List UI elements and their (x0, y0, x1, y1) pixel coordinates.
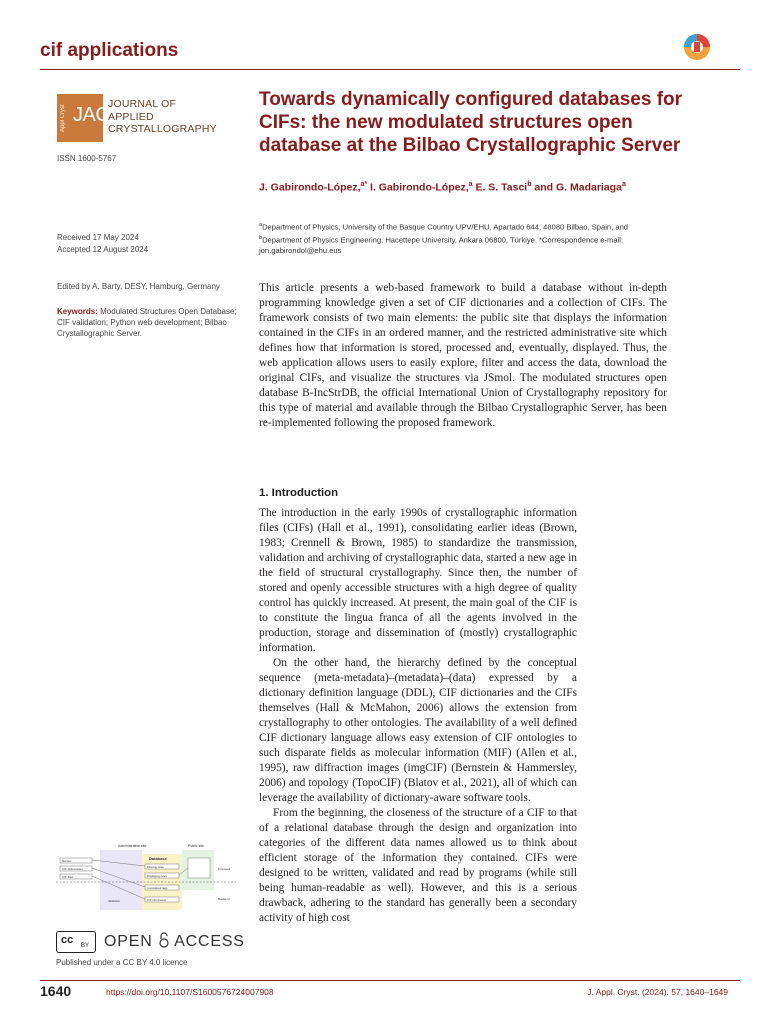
editor-note: Edited by A. Barty, DESY, Hamburg, Germany (57, 282, 220, 291)
fig-left-item: CIF files (62, 875, 74, 879)
author-affil-sup: b (527, 181, 532, 188)
journal-logo-vertical: Appl Cryst (60, 104, 66, 132)
doi-link[interactable]: https://doi.org/10.1107/S1600576724007908 (106, 987, 274, 997)
citation: J. Appl. Cryst. (2024). 57, 1640–1649 (587, 987, 728, 997)
journal-name-line: APPLIED (108, 110, 154, 123)
open-text: OPEN (104, 933, 153, 950)
framework-figure (56, 842, 236, 912)
affil-sup: a (259, 222, 263, 228)
keywords (57, 306, 237, 339)
fig-left-item: Names (62, 859, 72, 863)
open-lock-icon (158, 932, 170, 948)
paragraph: From the beginning, the closeness of the structure of a CIF to that of a relational database through the design and organization into categories of the different data names allowed us to think about efficient storage of the information they contained. CIFs were designed to be written, validated and read by programs (while still being human-readable as well). However, and this is a serious drawback, adhering to the standard has generally been a secondary activity of high cost (259, 807, 577, 924)
paragraph: On the other hand, the hierarchy defined by the conceptual sequence (meta-metadata)–(metadata)–(data) expressed by a dictionary definition language (DDL), CIF dictionaries and the CIFs themselves (Hall & McMahon, 2006) allows the extension from crystallography to other ontologies. The availability of a well defined CIF dictionary language allows easy extension of CIF ontologies to such disparate fields as molecular information (MIF) (Allen et al., 1995), raw diffraction images (imgCIF) (Bernstein & Hammersley, 2006) and topology (TopoCIF) (Blatov et al., 2021), all of which can leverage the availability of dictionary-aware software tools. (259, 657, 577, 804)
fig-db-item: Considered tags (147, 886, 168, 890)
fig-validation: Validation (108, 899, 121, 903)
author-name: J. Gabirondo-López, (259, 181, 361, 194)
header-rule (40, 69, 740, 70)
fig-db-label: Database (149, 856, 167, 861)
affil-text: Department of Physics, University of the Basque Country UPV/EHU, Apartado 644, 48080 Bilbao, Spain, and (262, 222, 629, 232)
footer-rule (40, 980, 740, 981)
journal-name-line: JOURNAL OF (108, 98, 177, 110)
abstract: This article presents a web-based framework to build a database without in-depth programming knowledge given a set of CIF dictionaries and a collection of CIFs. The framework consists of two main elements: the public site that displays the information contained in the CIFs in an ordered manner, and the restricted administrative site which defines how that information is stored, processed and, eventually, displayed. Thus, the web application allows users to easily explore, filter and access the data, download the original CIFs, and visualize the structures via JSmol. The modulated structures open database B-IncStrDB, the official International Union of Crystallography repository for this type of material and available through the Bilbao Crystallographic Server, has been re-implemented following the proposed framework. (259, 282, 667, 429)
cc-by-text: BY (81, 943, 90, 949)
journal-logo-abbr: JAC (73, 104, 110, 126)
cc-icon-text: cc (61, 934, 74, 946)
received-date: Received 17 May 2024 (57, 233, 139, 242)
affiliations (259, 220, 699, 257)
author-affil-sup: a (621, 181, 626, 188)
affiliation (259, 233, 699, 257)
fig-public-label: Public site (188, 844, 204, 848)
section-title: 1. Introduction (259, 487, 339, 499)
author-affil-sup: a* (360, 181, 368, 188)
section-heading: cif applications (40, 40, 179, 61)
affil-sup: b (259, 235, 263, 242)
cc-license-icon[interactable] (56, 931, 96, 953)
fig-db-item: Filtering rules (147, 865, 164, 869)
fig-db-item: CIF information (147, 898, 167, 902)
article-title: Towards dynamically configured databases for CIFs: the new modulated structures open database at the Bilbao Crystallographic Server (259, 89, 683, 156)
fig-left-item: CIF dictionaries (62, 867, 83, 871)
journal-logo (57, 94, 110, 142)
accepted-date: Accepted 12 August 2024 (57, 245, 149, 254)
affil-text: Department of Physics Engineering, Hacettepe University, Ankara 06800, Türkiye. *Correspondence e-mail: jon.gabirondol@ehu.eus (259, 235, 624, 256)
keywords-label: Keywords: (57, 307, 98, 316)
fig-frontend: Frontend (218, 867, 231, 871)
paragraph: The introduction in the early 1990s of crystallographic information files (CIFs) (Hall et al., 1991), consolidating earlier ideas (Brown, 1983; Crennell & Brown, 1985) to standardize the transmission, validation and archiving of crystallographic data, started a new age in the field of structural crystallography. Since then, the number of stored and openly accessible structures with a high degree of quality control has quickly increased. At present, the main goal of the CIF is to constitute the lingua franca of all the agents involved in the production, storage and dissemination of (mostly) crystallographic information. (259, 507, 577, 654)
author-affil-sup: a (468, 181, 473, 188)
open-access-label (104, 932, 245, 951)
crossmark-icon[interactable] (683, 33, 711, 61)
licence-text: Published under a CC BY 4.0 licence (56, 958, 188, 967)
journal-name-line: CRYSTALLOGRAPHY (108, 123, 217, 135)
author-name: and G. Madariaga (531, 181, 622, 194)
journal-name (108, 98, 217, 136)
author-name: E. S. Tasci (472, 181, 528, 194)
issn: ISSN 1600-5767 (57, 154, 117, 163)
author-list (259, 181, 626, 194)
page-number: 1640 (40, 983, 72, 999)
access-text: ACCESS (174, 933, 245, 950)
fig-backend: Backend (218, 897, 230, 901)
fig-db-item: Displaying rules (147, 874, 167, 878)
keywords-text: Modulated Structures Open Database; CIF validation; Python web development; Bilbao Crystallographic Server. (57, 307, 237, 338)
body-text (259, 506, 577, 926)
author-name: I. Gabirondo-López, (367, 181, 469, 194)
affiliation (259, 220, 699, 233)
fig-admin-label: Administrative site (118, 844, 147, 848)
